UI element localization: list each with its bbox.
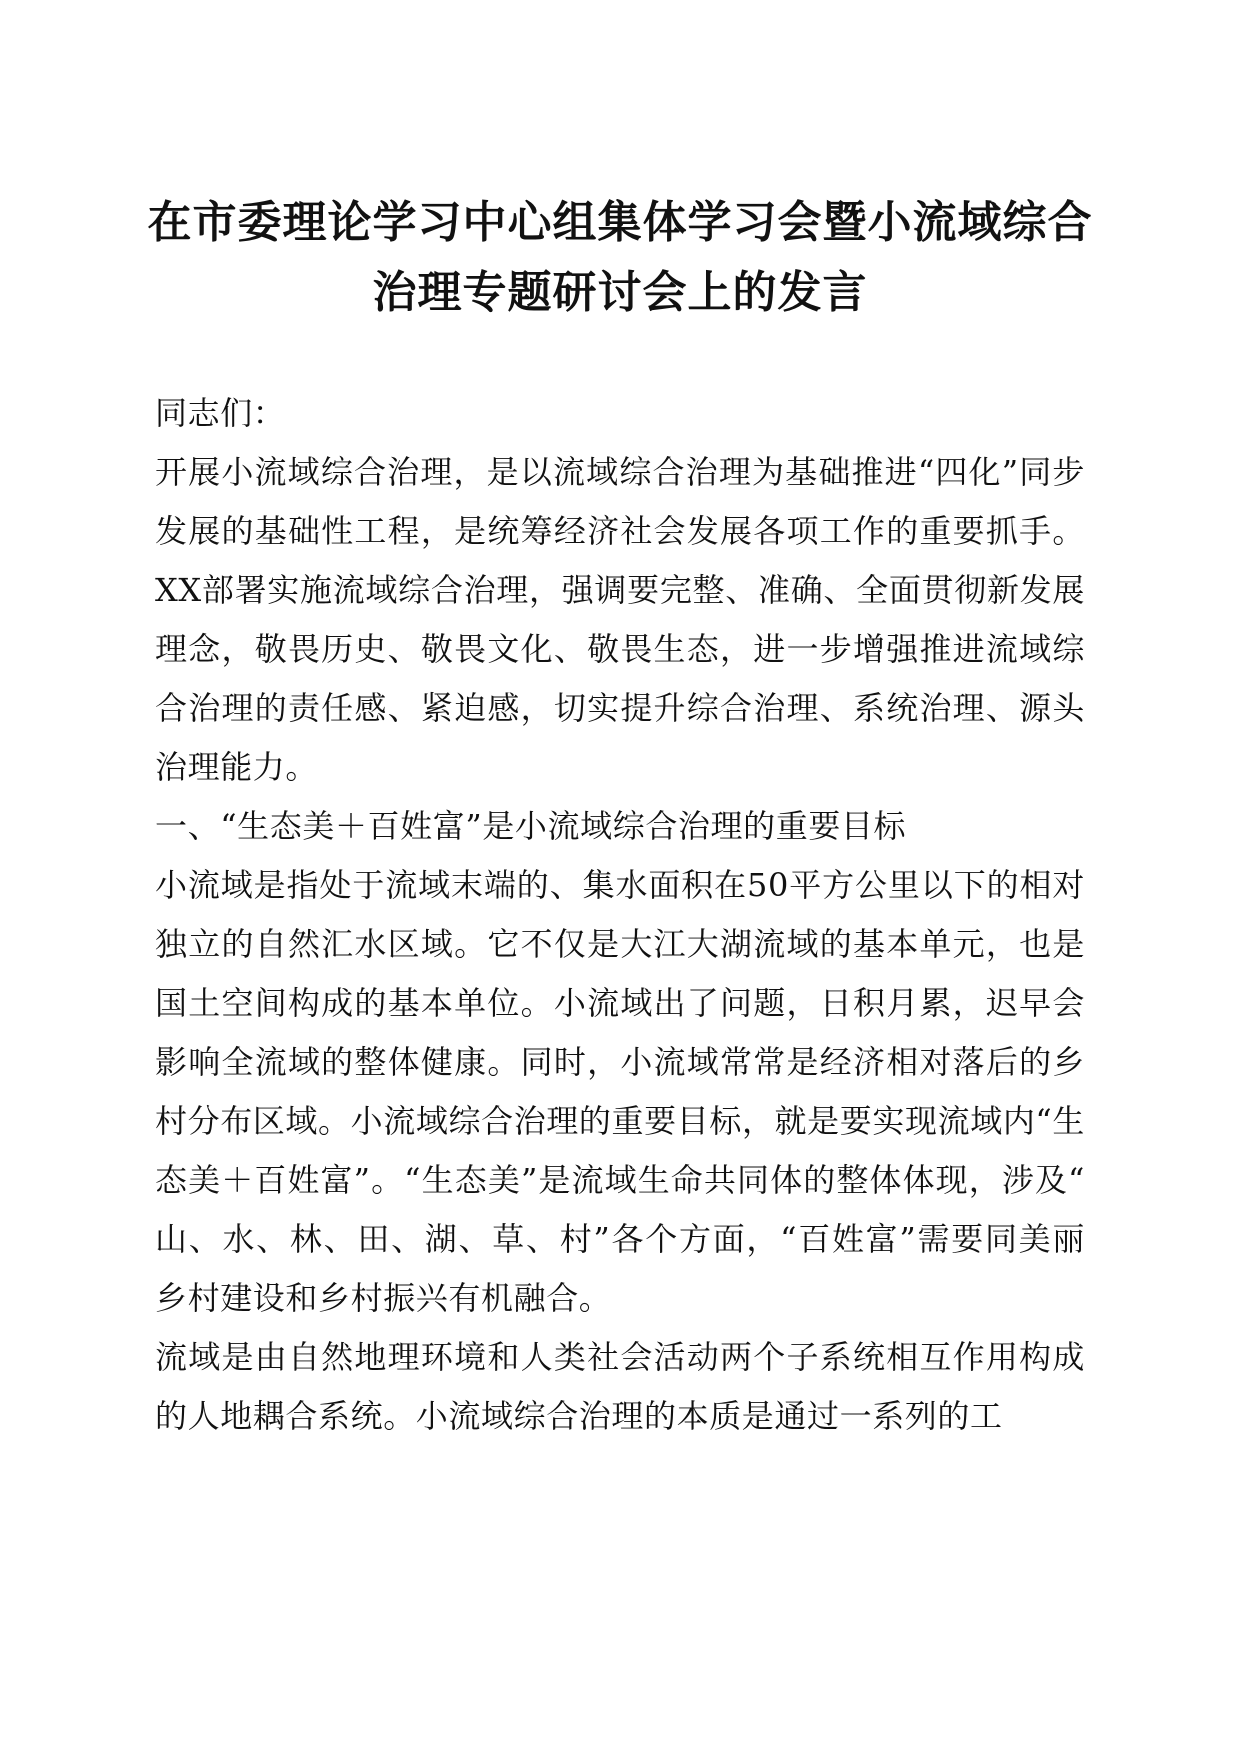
salutation: 同志们： [155,394,286,432]
paragraph-watershed-system: 流域是由自然地理环境和人类社会活动两个子系统相互作用构成的人地耦合系统。小流域综合治理的本质是通过一系列的工 [155,1338,1085,1435]
document-body [155,384,1085,1446]
document-title: 在市委理论学习中心组集体学习会暨小流域综合治理专题研讨会上的发言 [147,197,1093,318]
paragraph-intro: 开展小流域综合治理，是以流域综合治理为基础推进“四化”同步发展的基础性工程，是统筹经济社会发展各项工作的重要抓手。XX部署实施流域综合治理，强调要完整、准确、全面贯彻新发展理念，敬畏历史、敬畏文化、敬畏生态，进一步增强推进流域综合治理的责任感、紧迫感，切实提升综合治理、系统治理、源头治理能力。 [155,453,1085,786]
section-heading-1: 一、“生态美＋百姓富”是小流域综合治理的重要目标 [155,807,907,845]
paragraph-small-watershed: 小流域是指处于流域末端的、集水面积在50平方公里以下的相对独立的自然汇水区域。它不仅是大江大湖流域的基本单元，也是国土空间构成的基本单位。小流域出了问题，日积月累，迟早会影响全流域的整体健康。同时，小流域常常是经济相对落后的乡村分布区域。小流域综合治理的重要目标，就是要实现流域内“生态美＋百姓富”。“生态美”是流域生命共同体的整体体现，涉及“山、水、林、田、湖、草、村”各个方面，“百姓富”需要同美丽乡村建设和乡村振兴有机融合。 [155,866,1085,1317]
